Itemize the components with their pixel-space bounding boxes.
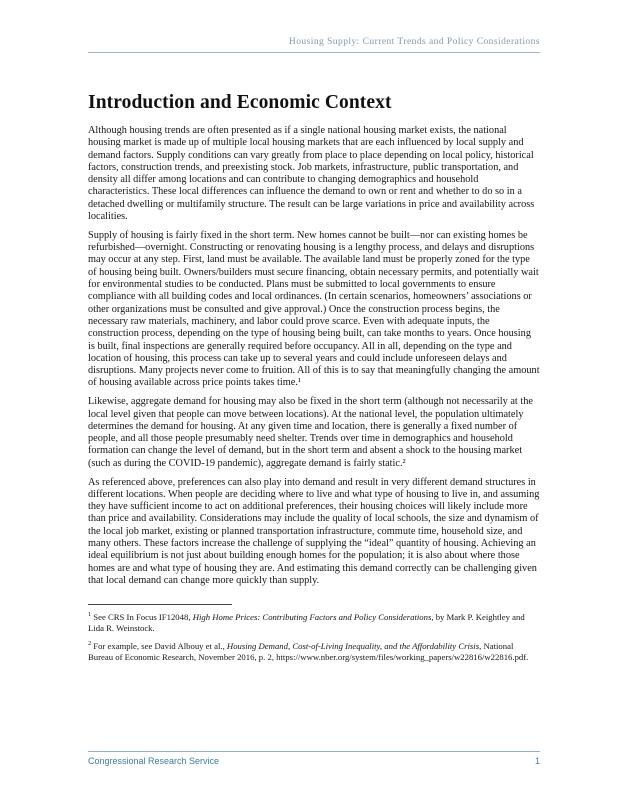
footnote-text: See CRS In Focus IF12048, (93, 612, 193, 623)
body-paragraph: As referenced above, preferences can also play into demand and result in very different demand structures in different locations. When people are deciding where to live and what type of housing to live in, and assuming they have sufficient income to act on additional preferences, their housing choices will likely include more than price and availability. Considerations may include the quality of local schools, the size and dynamism of the local job market, existing or planned transportation infrastructure, commute time, household size, and many others. These factors increase the challenge of supplying the “ideal” quantity of housing. Achieving an ideal equilibrium is not just about building enough homes for the population; it is also about where those homes are and what type of housing they are. And estimating this demand correctly can be challenging given that local demand can change more quickly than supply. (88, 476, 540, 586)
footer-page-number: 1 (534, 756, 540, 766)
footnote-cited-title: Housing Demand, Cost-of-Living Inequality, and the Affordability Crisis (226, 640, 480, 651)
running-header-title: Housing Supply: Current Trends and Policy Considerations (288, 37, 540, 47)
body-paragraph: Likewise, aggregate demand for housing may also be fixed in the short term (although not necessarily at the local level given that people can move between locations). At the national level, the population ultimately determines the demand for housing. At any given time and location, there is generally a fixed number of people, and all those people presumably need shelter. Trends over time in demographics and household formation can change the level of demand, but in the short term and absent a shock to the housing market (such as during the COVID-19 pandemic), aggregate demand is fairly static.² (88, 396, 533, 469)
body-paragraph: Although housing trends are often presented as if a single national housing market exists, the national housing market is made up of multiple local housing markets that are each influenced by local supply and demand factors. Supply conditions can vary greatly from place to place depending on local policy, historical factors, construction trends, and preexisting stock. Job markets, infrastructure, public transportation, and density all differ among locations and can contribute to changing demographics and household characteristics. These local differences can influence the demand to own or rent and whether to do so in a detached dwelling or multifamily structure. The result can be large variations in price and availability across localities. (88, 125, 535, 223)
footnote-cited-title: High Home Prices: Contributing Factors and Policy Considerations (192, 612, 432, 623)
footnote-marker: 2 (88, 639, 92, 647)
content-column (88, 0, 540, 667)
footnote-text: , by Mark P. Keightley and Lida R. Weinstock. (88, 612, 525, 634)
footnote-separator (88, 604, 232, 605)
footnote-marker: 1 (88, 611, 92, 619)
footnote-section (88, 604, 540, 663)
footer-org-name: Congressional Research Service (88, 756, 220, 766)
body-paragraph: Supply of housing is fairly fixed in the short term. New homes cannot be built—nor can existing homes be refurbished—overnight. Constructing or renovating housing is a lengthy process, and delays and disruptions may occur at any step. First, land must be available. The available land must be properly zoned for the type of housing being built. Owners/builders must secure financing, obtain necessary permits, and potentially wait for environmental studies to be conducted. Plans must be submitted to local governments to ensure compliance with all building codes and local ordinances. (In certain scenarios, homeowners’ associations or other organizations must be consulted and give approval.) Once the construction process begins, the necessary raw materials, machinery, and labor could prove scarce. Even with adequate inputs, the construction process, depending on the type of housing being built, can take months to years. Once housing is built, final inspections are generally required before occupancy. All in all, depending on the type and location of housing, this process can take up to several years and could include unforeseen delays and disruptions. Many projects never come to fruition. All of this is to say that meaningfully changing the amount of housing available across price points takes time.¹ (88, 229, 540, 389)
footnote (88, 638, 540, 663)
page-footer (88, 751, 540, 766)
footnote-text: For example, see David Albouy et al., (93, 640, 227, 651)
section-heading: Introduction and Economic Context (88, 92, 392, 113)
footnote (88, 609, 540, 634)
running-header (88, 31, 540, 53)
footnote-text: , National Bureau of Economic Research, November 2016, p. 2, https://www.nber.org/system/files/working_papers/w22816/w22816.pdf. (88, 640, 529, 663)
